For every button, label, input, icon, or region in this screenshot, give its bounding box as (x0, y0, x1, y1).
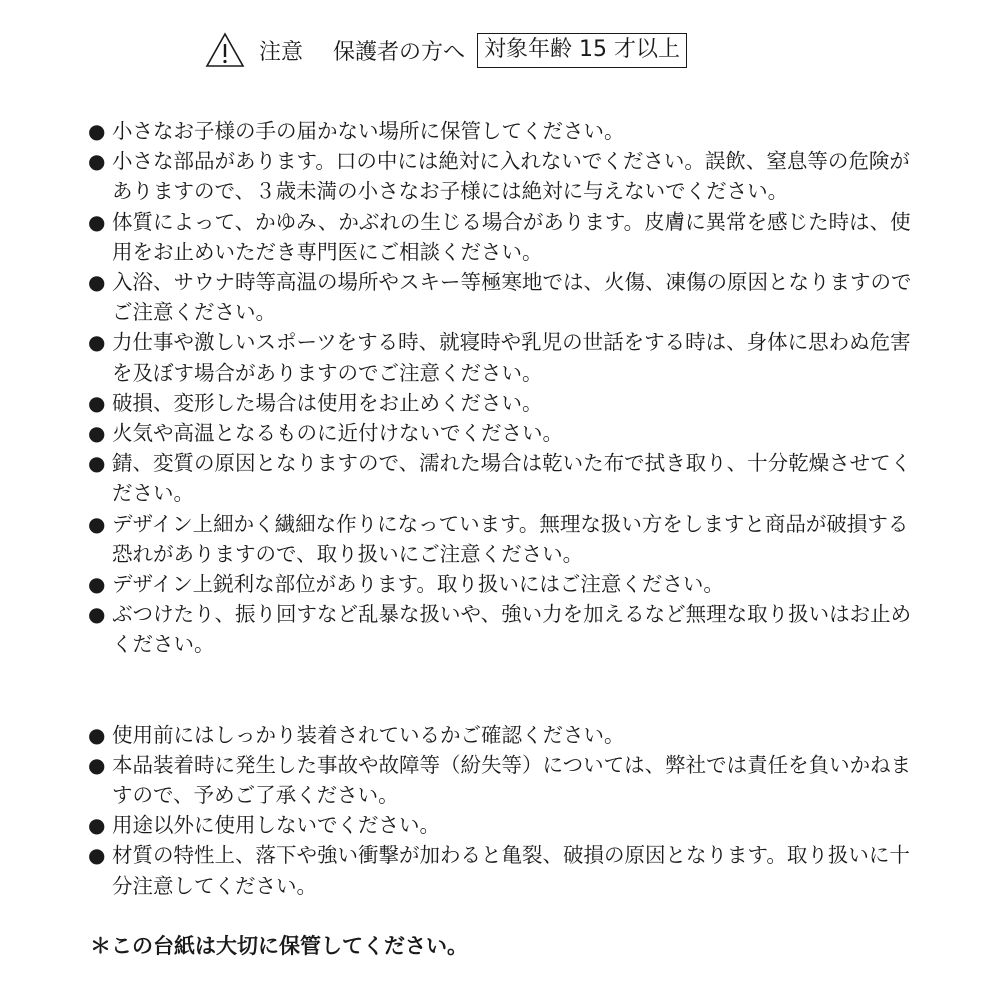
bullet-icon: ● (88, 602, 106, 627)
caution-text: 力仕事や激しいスポーツをする時、就寝時や乳児の世話をする時は、身体に思わぬ危害を及ぼす場合がありますのでご注意ください。 (112, 330, 911, 385)
caution-item (88, 207, 928, 267)
bullet-icon: ● (88, 149, 106, 174)
caution-text: 小さな部品があります。口の中には絶対に入れないでください。誤飲、窒息等の危険がありますので、３歳未満の小さなお子様には絶対に与えないでください。 (112, 149, 910, 204)
usage-item (88, 750, 928, 810)
bullet-icon: ● (88, 572, 106, 597)
guardian-label: 保護者の方へ (333, 39, 466, 65)
caution-item (88, 327, 928, 387)
caution-text: 体質によって、かゆみ、かぶれの生じる場合があります。皮膚に異常を感じた時は、使用をお止めいただき専門医にご相談ください。 (112, 209, 911, 264)
usage-item (88, 810, 928, 840)
bullet-icon: ● (88, 390, 106, 415)
bullet-icon: ● (88, 421, 106, 446)
bullet-icon: ● (88, 752, 106, 777)
usage-text: 用途以外に使用しないでください。 (112, 813, 440, 838)
caution-text: 入浴、サウナ時等高温の場所やスキー等極寒地では、火傷、凍傷の原因となりますのでご注意ください。 (112, 270, 912, 325)
bullet-icon: ● (88, 119, 106, 143)
warning-triangle-icon (205, 32, 245, 68)
caution-text: 火気や高温となるものに近付けないでください。 (112, 421, 563, 446)
bullet-icon: ● (88, 330, 106, 355)
bullet-icon: ● (88, 270, 106, 295)
usage-text: 使用前にはしっかり装着されているかご確認ください。 (112, 722, 625, 747)
bullet-icon: ● (88, 843, 106, 868)
caution-header (205, 30, 687, 70)
caution-text: デザイン上細かく繊細な作りになっています。無理な扱い方をしますと商品が破損する恐れがありますので、取り扱いにご注意ください。 (112, 511, 909, 566)
usage-text: 材質の特性上、落下や強い衝撃が加わると亀裂、破損の原因となります。取り扱いに十分注意してください。 (112, 843, 910, 898)
bullet-icon: ● (88, 511, 106, 536)
caution-text: 錆、変質の原因となりますので、濡れた場合は乾いた布で拭き取り、十分乾燥させてください。 (112, 451, 912, 506)
caution-item (88, 267, 928, 327)
usage-item (88, 720, 928, 750)
caution-text: 小さなお子様の手の届かない場所に保管してください。 (112, 119, 625, 143)
caution-item (88, 569, 928, 599)
bullet-icon: ● (88, 209, 106, 234)
usage-item (88, 840, 928, 900)
caution-item (88, 509, 928, 569)
caution-item (88, 599, 928, 659)
age-notice-box: 対象年齢 15 才以上 (477, 33, 687, 68)
bullet-icon: ● (88, 722, 106, 747)
caution-item (88, 146, 928, 206)
caution-text: ぶつけたり、振り回すなど乱暴な扱いや、強い力を加えるなど無理な取り扱いはお止めください。 (112, 602, 912, 657)
caution-list (88, 116, 928, 901)
caution-item (88, 116, 928, 146)
caution-text: 破損、変形した場合は使用をお止めください。 (112, 390, 543, 415)
usage-text: 本品装着時に発生した事故や故障等（紛失等）については、弊社では責任を負いかねますので、予めご了承ください。 (112, 752, 912, 808)
caution-item (88, 418, 928, 448)
caution-text: デザイン上鋭利な部位があります。取り扱いにはご注意ください。 (112, 572, 724, 597)
bullet-icon: ● (88, 451, 106, 476)
caution-item (88, 388, 928, 418)
keep-mount-note: ＊この台紙は大切に保管してください。 (90, 934, 468, 958)
caution-label: 注意 (259, 39, 304, 65)
caution-item (88, 448, 928, 508)
bullet-icon: ● (88, 813, 106, 838)
